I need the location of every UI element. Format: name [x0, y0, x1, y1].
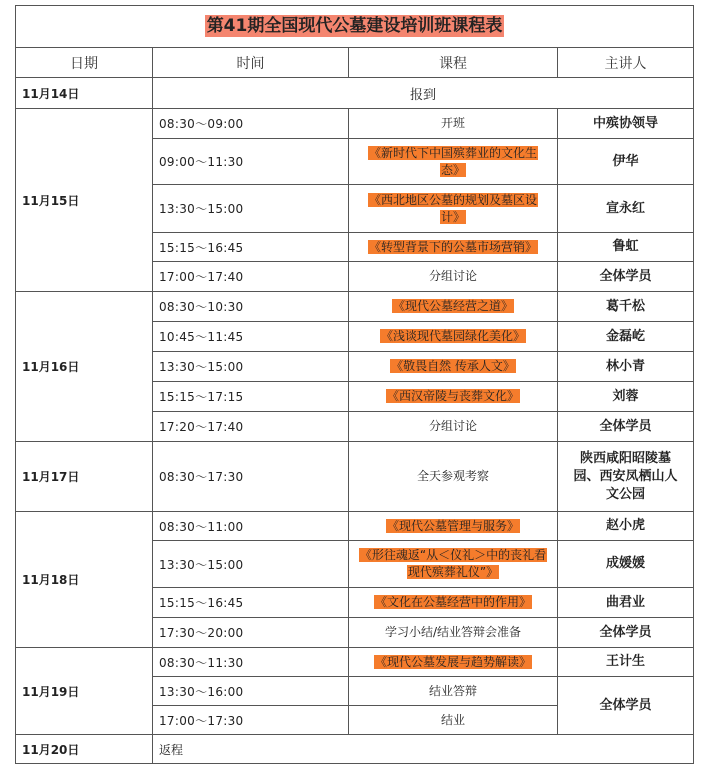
course-title-cont: 现代殡葬礼仪”》 [407, 565, 499, 579]
course-title-cont: 计》 [440, 209, 465, 224]
time-cell: 17:00～17:40 [153, 262, 349, 292]
time-cell: 13:30～15:00 [153, 541, 349, 588]
speaker-cell: 林小青 [558, 352, 694, 382]
time-cell: 17:00～17:30 [153, 706, 349, 735]
course-cell [349, 233, 558, 262]
table-row [16, 512, 694, 541]
speaker-cell: 全体学员 [558, 262, 694, 292]
time-cell: 08:30～09:00 [153, 109, 349, 139]
date-cell: 11月19日 [16, 648, 153, 735]
course-title: 《形往魂返“从＜仪礼＞中的丧礼看 [359, 548, 547, 562]
time-cell: 08:30～17:30 [153, 442, 349, 512]
course-cell [349, 677, 558, 706]
time-cell: 13:30～15:00 [153, 185, 349, 233]
course-cell [349, 706, 558, 735]
table-row [16, 442, 694, 512]
header-time: 时间 [153, 48, 349, 78]
course-title: 《西汉帝陵与丧葬文化》 [386, 389, 519, 403]
speaker-cell: 刘蓉 [558, 382, 694, 412]
course-title: 分组讨论 [428, 269, 477, 283]
course-cell [349, 185, 558, 233]
course-title: 全天参观考察 [416, 469, 489, 483]
speaker-cell: 全体学员 [558, 412, 694, 442]
course-cell [349, 382, 558, 412]
course-title: 《现代公墓经营之道》 [392, 299, 513, 313]
table-row [16, 292, 694, 322]
time-cell: 08:30～11:30 [153, 648, 349, 677]
time-cell: 08:30～11:00 [153, 512, 349, 541]
time-cell: 10:45～11:45 [153, 322, 349, 352]
course-cell [349, 588, 558, 618]
course-cell [349, 648, 558, 677]
time-cell: 13:30～15:00 [153, 352, 349, 382]
speaker-cell: 全体学员 [558, 677, 694, 735]
course-cell [349, 442, 558, 512]
course-cell [349, 109, 558, 139]
date-cell: 11月14日 [16, 78, 153, 109]
schedule-table [15, 5, 694, 764]
time-cell: 17:30～20:00 [153, 618, 349, 648]
course-title: 《转型背景下的公墓市场营销》 [368, 239, 537, 254]
course-title: 《现代公墓发展与趋势解读》 [374, 654, 531, 669]
speaker-cell: 中殡协领导 [558, 109, 694, 139]
time-cell: 15:15～16:45 [153, 588, 349, 618]
header-speaker: 主讲人 [558, 48, 694, 78]
speaker-cell: 全体学员 [558, 618, 694, 648]
course-cell [349, 541, 558, 588]
time-cell: 15:15～17:15 [153, 382, 349, 412]
speaker-cell: 伊华 [558, 139, 694, 185]
speaker-line: 文公园 [606, 486, 646, 502]
date-cell: 11月18日 [16, 512, 153, 648]
course-title: 《浅谈现代墓园绿化美化》 [380, 329, 525, 343]
date-cell: 11月16日 [16, 292, 153, 442]
date-cell: 11月17日 [16, 442, 153, 512]
speaker-cell: 王计生 [558, 648, 694, 677]
time-cell: 15:15～16:45 [153, 233, 349, 262]
course-title: 结业 [440, 712, 465, 727]
course-cell [349, 512, 558, 541]
speaker-line: 陕西咸阳昭陵墓 [580, 450, 672, 466]
event-cell: 报到 [153, 78, 694, 109]
course-title: 《新时代下中国殡葬业的文化生 [368, 145, 537, 160]
page-title: 第41期全国现代公墓建设培训班课程表 [206, 16, 503, 36]
time-cell: 13:30～16:00 [153, 677, 349, 706]
header-course: 课程 [349, 48, 558, 78]
course-title: 《文化在公墓经营中的作用》 [374, 595, 531, 609]
course-title: 《西北地区公墓的规划及墓区设 [368, 192, 537, 207]
course-cell [349, 412, 558, 442]
course-title: 开班 [440, 116, 465, 130]
table-row [16, 109, 694, 139]
course-title: 《现代公墓管理与服务》 [386, 518, 519, 533]
course-cell [349, 139, 558, 185]
speaker-cell: 鲁虹 [558, 233, 694, 262]
header-date: 日期 [16, 48, 153, 78]
speaker-cell: 葛千松 [558, 292, 694, 322]
course-title: 分组讨论 [428, 419, 477, 433]
date-cell: 11月15日 [16, 109, 153, 292]
course-cell [349, 352, 558, 382]
course-cell [349, 322, 558, 352]
speaker-cell: 金磊屹 [558, 322, 694, 352]
course-cell [349, 618, 558, 648]
course-title: 学习小结/结业答辩会准备 [384, 625, 522, 639]
table-row [16, 648, 694, 677]
table-row [16, 78, 694, 109]
speaker-cell: 成媛媛 [558, 541, 694, 588]
course-title-cont: 态》 [440, 162, 465, 177]
speaker-line: 园、西安凤栖山人 [573, 468, 678, 484]
speaker-cell: 赵小虎 [558, 512, 694, 541]
speaker-cell [558, 442, 694, 512]
course-title: 《敬畏自然 传承人文》 [391, 359, 515, 373]
speaker-cell: 宣永红 [558, 185, 694, 233]
course-title: 结业答辩 [428, 683, 477, 698]
time-cell: 08:30～10:30 [153, 292, 349, 322]
time-cell: 09:00～11:30 [153, 139, 349, 185]
course-cell [349, 262, 558, 292]
time-cell: 17:20～17:40 [153, 412, 349, 442]
course-cell [349, 292, 558, 322]
title-cell [16, 6, 694, 48]
date-cell: 11月20日 [16, 735, 153, 764]
table-row [16, 735, 694, 764]
speaker-cell: 曲君业 [558, 588, 694, 618]
event-cell: 返程 [153, 735, 694, 764]
